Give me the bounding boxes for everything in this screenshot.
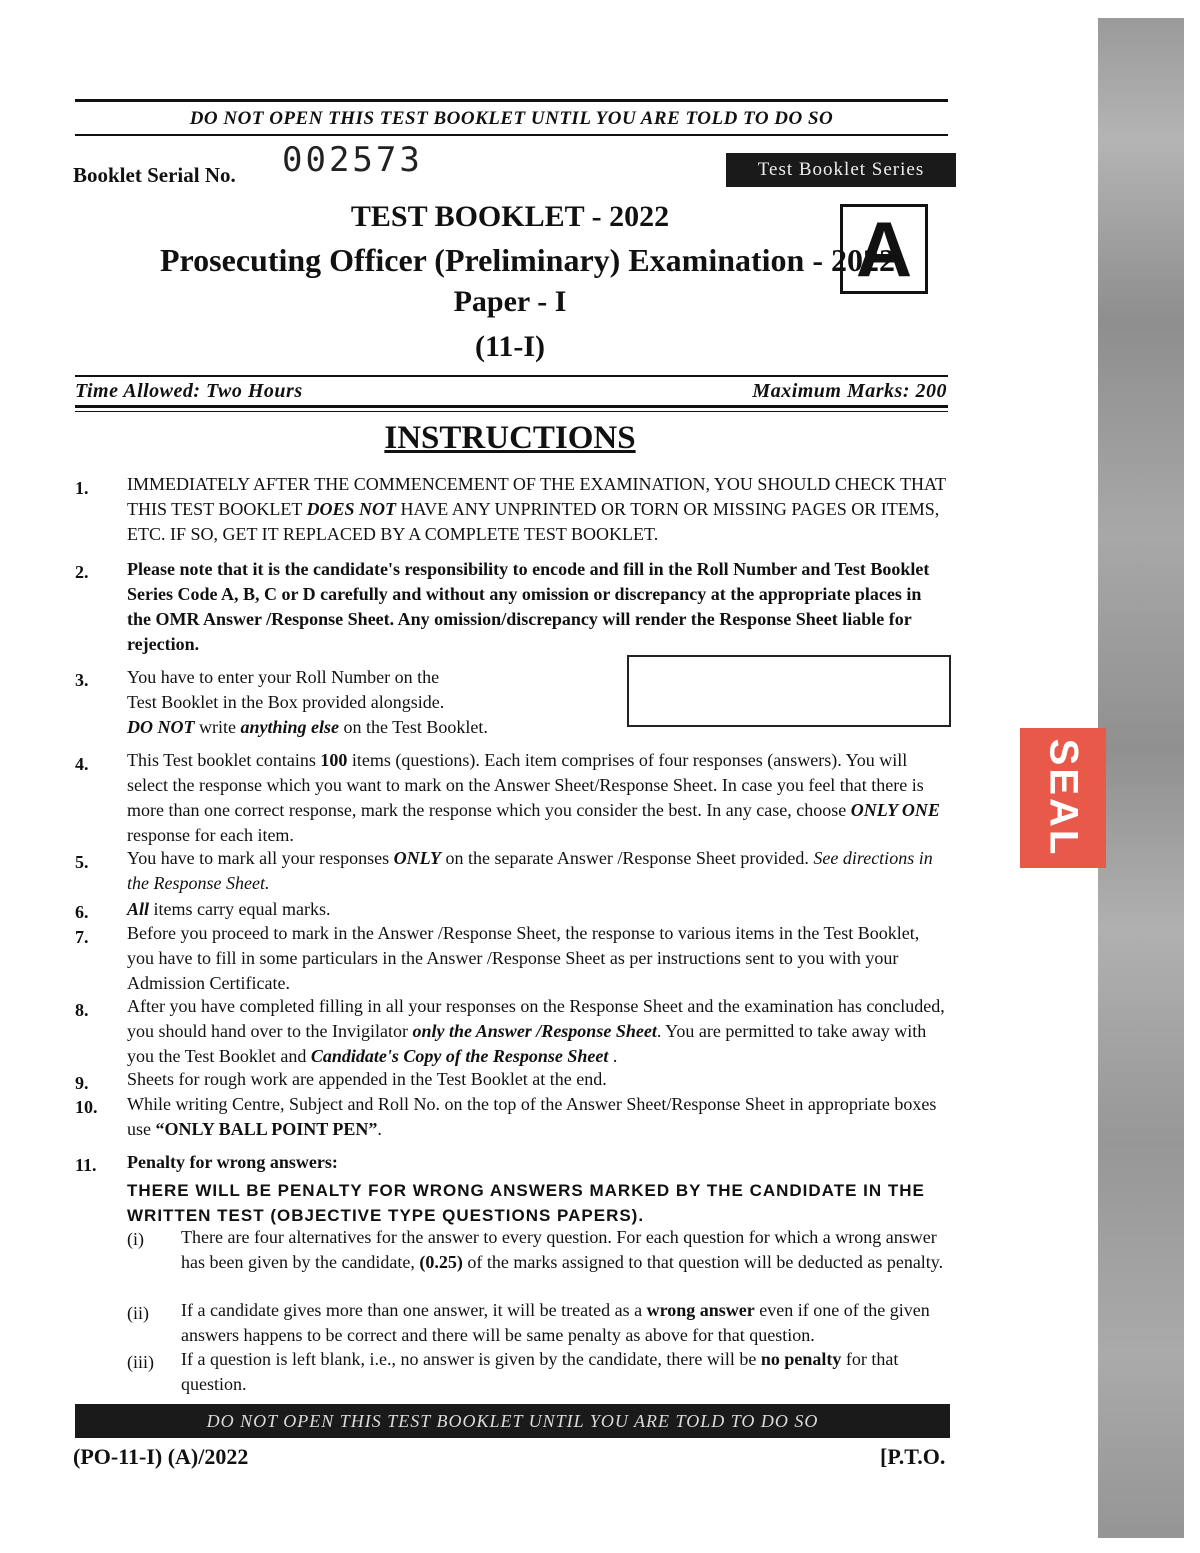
time-rule-top: [75, 375, 948, 377]
booklet-title: TEST BOOKLET - 2022: [350, 200, 670, 233]
series-code-box: A: [840, 204, 928, 294]
time-rule-bottom-2: [75, 411, 948, 412]
sub-item-number: (i): [127, 1229, 144, 1249]
instruction-9: Sheets for rough work are appended in the Test Booklet at the end.: [127, 1069, 607, 1089]
footer-code: (PO-11-I) (A)/2022: [73, 1444, 249, 1469]
instruction-4: This Test booklet contains 100 items (questions). Each item comprises of four responses (answers). You will select the response which you want to mark on the Answer Sheet/Response Sheet. In case you feel that there is more than one correct response, mark the response which you consider the best. In any case, choose ONLY ONE response for each item.: [127, 750, 940, 845]
pto-label: [P.T.O.: [880, 1444, 946, 1469]
instruction-number: 5.: [75, 852, 89, 872]
instruction-number: 11.: [75, 1155, 97, 1175]
time-rule-bottom: [75, 405, 948, 408]
top-rule-thick: [75, 99, 948, 102]
instruction-number: 6.: [75, 902, 89, 922]
instruction-number: 9.: [75, 1073, 89, 1093]
sub-item-number: (ii): [127, 1303, 149, 1323]
instruction-number: 7.: [75, 927, 89, 947]
seal-tab[interactable]: [1020, 728, 1106, 868]
top-warning: DO NOT OPEN THIS TEST BOOKLET UNTIL YOU ARE TOLD TO DO SO: [189, 108, 834, 129]
instruction-number: 3.: [75, 670, 89, 690]
instruction-6: All items carry equal marks.: [127, 899, 331, 919]
top-rule-under-warning: [75, 134, 948, 136]
instruction-number: 1.: [75, 478, 89, 498]
penalty-rule-2: If a candidate gives more than one answer, it will be treated as a wrong answer even if one of the given answers happens to be correct and there will be same penalty as above for that question.: [181, 1300, 930, 1345]
bottom-warning-bar: DO NOT OPEN THIS TEST BOOKLET UNTIL YOU ARE TOLD TO DO SO: [75, 1404, 950, 1438]
instruction-number: 8.: [75, 1000, 89, 1020]
maximum-marks: Maximum Marks: 200: [752, 380, 947, 402]
test-booklet-series-label: Test Booklet Series: [726, 153, 956, 187]
instruction-number: 10.: [75, 1097, 98, 1117]
paper-code: (11-I): [475, 330, 545, 363]
instruction-2: Please note that it is the candidate's responsibility to encode and fill in the Roll Number and Test Booklet Series Code A, B, C or D carefully and without any omission or discrepancy at the appropriate places in the OMR Answer /Response Sheet. Any omission/discrepancy will render the Response Sheet liable for rejection.: [127, 559, 930, 654]
instruction-8: After you have completed filling in all your responses on the Response Sheet and the examination has concluded, you should hand over to the Invigilator only the Answer /Response Sheet. You are permitted to take away with you the Test Booklet and Candidate's Copy of the Response Sheet .: [127, 996, 945, 1066]
penalty-rule-3: If a question is left blank, i.e., no answer is given by the candidate, there will be no penalty for that question.: [181, 1349, 899, 1394]
instruction-1: IMMEDIATELY AFTER THE COMMENCEMENT OF THE EXAMINATION, YOU SHOULD CHECK THAT THIS TEST BOOKLET DOES NOT HAVE ANY UNPRINTED OR TORN OR MISSING PAGES OR ITEMS, ETC. IF SO, GET IT REPLACED BY A COMPLETE TEST BOOKLET.: [127, 474, 946, 544]
instructions-heading: INSTRUCTIONS: [384, 420, 636, 456]
instruction-10: While writing Centre, Subject and Roll No. on the top of the Answer Sheet/Response Sheet in appropriate boxes use “ONLY BALL POINT PEN”.: [127, 1094, 937, 1139]
penalty-notice: THERE WILL BE PENALTY FOR WRONG ANSWERS MARKED BY THE CANDIDATE IN THE WRITTEN TEST (OBJECTIVE TYPE QUESTIONS PAPERS).: [127, 1181, 925, 1225]
instruction-5: You have to mark all your responses ONLY on the separate Answer /Response Sheet provided. See directions in the Response Sheet.: [127, 848, 933, 893]
paper-title: Paper - I: [453, 285, 567, 318]
time-allowed: Time Allowed: Two Hours: [75, 380, 303, 402]
penalty-rule-1: There are four alternatives for the answer to every question. For each question for which a wrong answer has been given by the candidate, (0.25) of the marks assigned to that question will be deducted as penalty.: [181, 1227, 944, 1272]
instruction-number: 4.: [75, 754, 89, 774]
booklet-serial-number: 002573: [282, 140, 423, 180]
instruction-number: 2.: [75, 562, 89, 582]
roll-number-box[interactable]: [627, 655, 951, 727]
instruction-3: You have to enter your Roll Number on the Test Booklet in the Box provided alongside. DO NOT write anything else on the Test Booklet.: [127, 667, 488, 737]
penalty-title: Penalty for wrong answers:: [127, 1152, 338, 1172]
exam-title: Prosecuting Officer (Preliminary) Examination - 2022: [160, 242, 895, 278]
seal-label: SEAL: [1041, 738, 1086, 858]
side-binding-strip: [1098, 18, 1184, 1538]
sub-item-number: (iii): [127, 1352, 154, 1372]
instruction-7: Before you proceed to mark in the Answer /Response Sheet, the response to various items in the Test Booklet, you have to fill in some particulars in the Answer /Response Sheet as per instructions sent to you with your Admission Certificate.: [127, 923, 920, 993]
booklet-serial-label: Booklet Serial No.: [73, 163, 236, 187]
